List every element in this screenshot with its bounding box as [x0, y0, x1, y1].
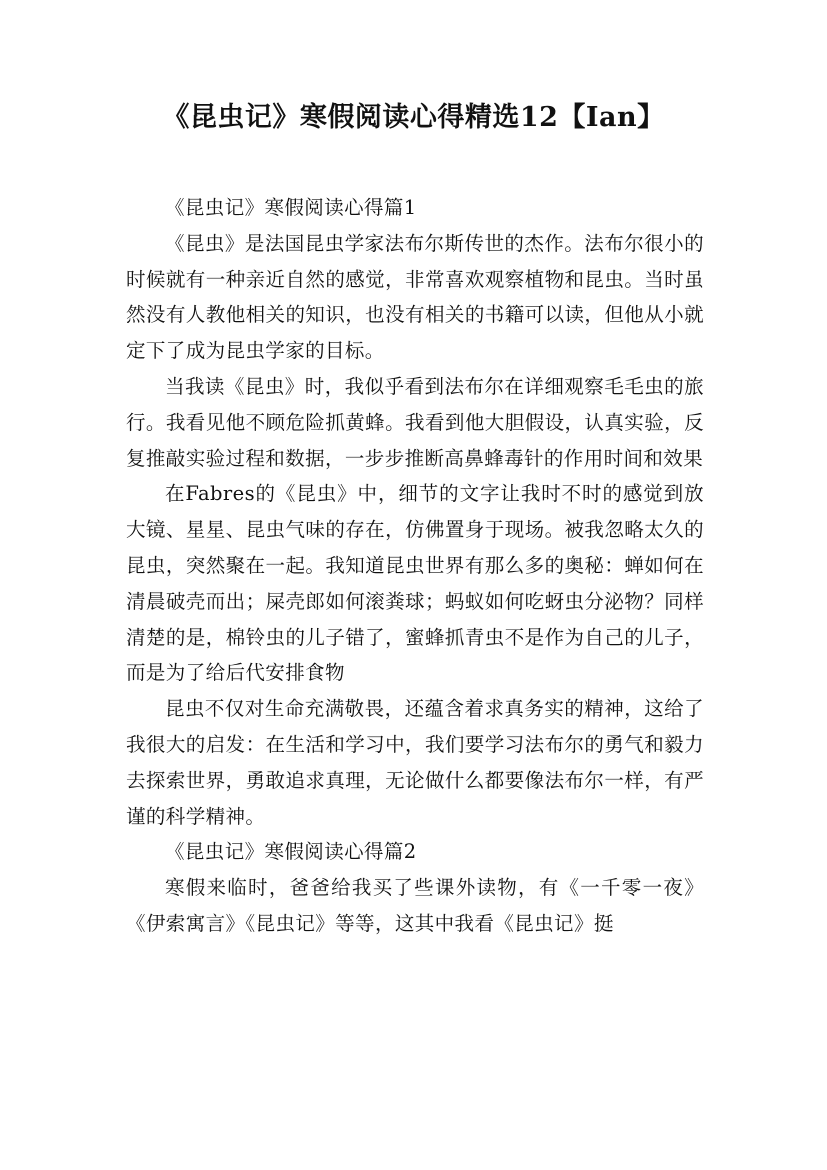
document-body	[126, 190, 704, 942]
paragraph: 昆虫不仅对生命充满敬畏，还蕴含着求真务实的精神，这给了我很大的启发：在生活和学习中，我们要学习法布尔的勇气和毅力去探索世界，勇敢追求真理，无论做什么都要像法布尔一样，有严谨的科学精神。	[126, 697, 704, 828]
document-title: 《昆虫记》寒假阅读心得精选12【Ian】	[162, 102, 665, 133]
section-heading-2: 《昆虫记》寒假阅读心得篇2	[165, 840, 417, 864]
paragraph: 《昆虫》是法国昆虫学家法布尔斯传世的杰作。法布尔很小的时候就有一种亲近自然的感觉，非常喜欢观察植物和昆虫。当时虽然没有人教他相关的知识，也没有相关的书籍可以读，但他从小就定下了成为昆虫学家的目标。	[126, 231, 704, 363]
section-heading-1: 《昆虫记》寒假阅读心得篇1	[165, 196, 417, 219]
paragraph: 寒假来临时，爸爸给我买了些课外读物，有《一千零一夜》《伊索寓言》《昆虫记》等等，这其中我看《昆虫记》挺	[126, 876, 704, 935]
paragraph: 在Fabres的《昆虫》中，细节的文字让我时不时的感觉到放大镜、星星、昆虫气味的存在，仿佛置身于现场。被我忽略太久的昆虫，突然聚在一起。我知道昆虫世界有那么多的奥秘：蝉如何在清晨破壳而出；屎壳郎如何滚粪球；蚂蚁如何吃蚜虫分泌物？同样清楚的是，棉铃虫的儿子错了，蜜蜂抓青虫不是作为自己的儿子，而是为了给后代安排食物	[126, 482, 704, 685]
paragraph: 当我读《昆虫》时，我似乎看到法布尔在详细观察毛毛虫的旅行。我看见他不顾危险抓黄蜂。我看到他大胆假设，认真实验，反复推敲实验过程和数据，一步步推断高鼻蜂毒针的作用时间和效果	[126, 374, 704, 470]
